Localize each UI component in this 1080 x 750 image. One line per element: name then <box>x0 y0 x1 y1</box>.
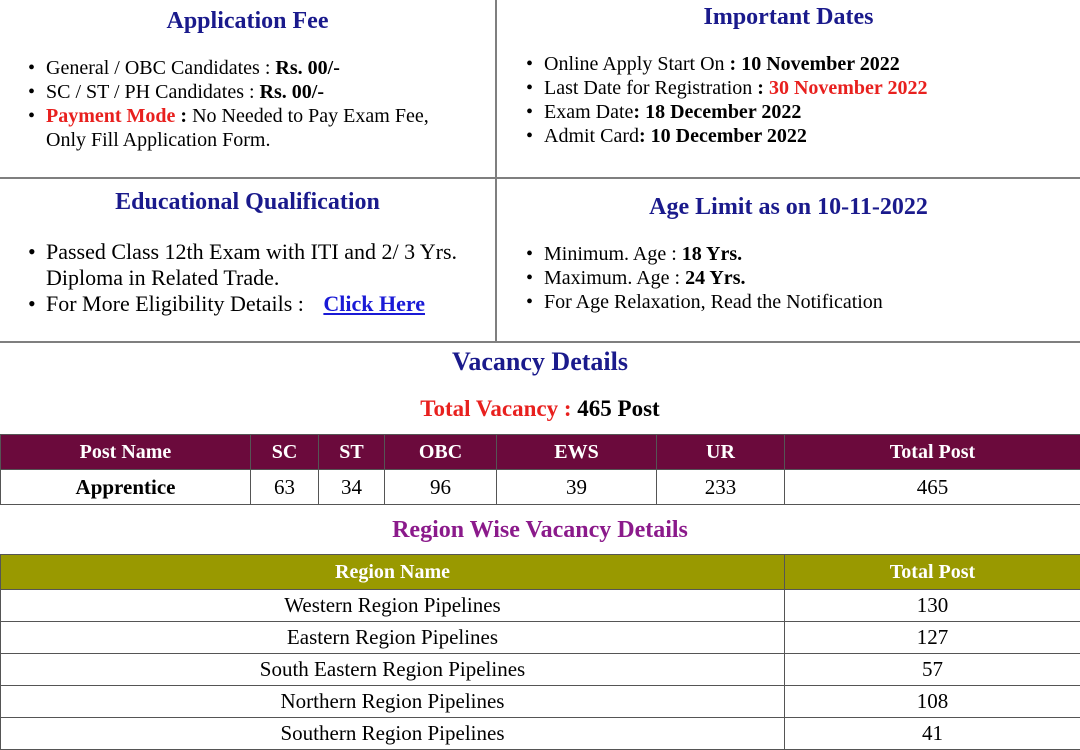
important-dates-list <box>524 52 1074 148</box>
date-sep: : <box>725 53 742 75</box>
col-region-total: Total Post <box>785 555 1080 590</box>
age-limit-title: Age Limit as on 10-11-2022 <box>497 194 1080 221</box>
region-table <box>0 554 1080 750</box>
age-label: Minimum. Age : <box>544 243 682 265</box>
ur-cell: 233 <box>657 470 785 505</box>
region-name-cell: Eastern Region Pipelines <box>1 622 785 654</box>
region-total-cell: 57 <box>785 654 1080 686</box>
age-limit-list <box>524 242 1074 314</box>
fee-label: SC / ST / PH Candidates : <box>46 81 260 103</box>
table-row <box>1 654 1080 686</box>
region-name-cell: Northern Region Pipelines <box>1 686 785 718</box>
qualification-text-1: Passed Class 12th Exam with ITI and 2/ 3 Yrs. <box>46 239 457 264</box>
col-total-post: Total Post <box>785 435 1080 470</box>
region-total-cell: 41 <box>785 718 1080 750</box>
age-item-relaxation <box>524 290 1074 314</box>
application-fee-title: Application Fee <box>0 8 495 35</box>
st-cell: 34 <box>319 470 385 505</box>
region-header-row <box>1 555 1080 590</box>
date-sep: : <box>639 125 651 147</box>
region-total-cell: 130 <box>785 590 1080 622</box>
table-row <box>1 686 1080 718</box>
col-sc: SC <box>251 435 319 470</box>
table-row <box>1 622 1080 654</box>
total-vacancy <box>0 396 1080 422</box>
date-label: Admit Card <box>544 125 639 147</box>
eligibility-item <box>26 291 492 317</box>
fee-item-payment <box>26 104 486 152</box>
eligibility-label: For More Eligibility Details : <box>46 291 304 316</box>
row-divider-1 <box>0 177 1080 179</box>
region-name-cell: South Eastern Region Pipelines <box>1 654 785 686</box>
region-name-cell: Western Region Pipelines <box>1 590 785 622</box>
sc-cell: 63 <box>251 470 319 505</box>
col-st: ST <box>319 435 385 470</box>
fee-label: General / OBC Candidates : <box>46 57 275 79</box>
col-post-name: Post Name <box>1 435 251 470</box>
vacancy-title: Vacancy Details <box>0 347 1080 377</box>
date-label: Exam Date <box>544 101 633 123</box>
table-row <box>1 470 1080 505</box>
qualification-list <box>26 239 492 317</box>
fee-value: Rs. 00/- <box>275 57 339 79</box>
date-value: 10 December 2022 <box>651 125 807 147</box>
col-obc: OBC <box>385 435 497 470</box>
vacancy-header-row <box>1 435 1080 470</box>
fee-item-general <box>26 56 486 80</box>
qualification-text-2: Diploma in Related Trade. <box>46 265 279 290</box>
col-ews: EWS <box>497 435 657 470</box>
age-note: For Age Relaxation, Read the Notification <box>544 291 883 313</box>
payment-text-1: No Needed to Pay Exam Fee, <box>192 105 429 127</box>
payment-text-2: Only Fill Application Form. <box>46 129 270 151</box>
fee-value: Rs. 00/- <box>260 81 324 103</box>
date-item-admit-card <box>524 124 1074 148</box>
total-vacancy-value: 465 Post <box>577 396 659 421</box>
payment-mode-label: Payment Mode <box>46 105 175 127</box>
date-value: 18 December 2022 <box>645 101 801 123</box>
age-item-maximum <box>524 266 1074 290</box>
region-name-cell: Southern Region Pipelines <box>1 718 785 750</box>
date-sep: : <box>752 77 769 99</box>
age-item-minimum <box>524 242 1074 266</box>
col-region-name: Region Name <box>1 555 785 590</box>
fee-item-sc <box>26 80 486 104</box>
region-title: Region Wise Vacancy Details <box>0 517 1080 544</box>
date-value: 10 November 2022 <box>741 53 900 75</box>
date-item-apply-start <box>524 52 1074 76</box>
row-divider-2 <box>0 341 1080 343</box>
qualification-title: Educational Qualification <box>0 189 495 216</box>
date-item-last-date <box>524 76 1074 100</box>
col-ur: UR <box>657 435 785 470</box>
click-here-link[interactable]: Click Here <box>323 291 425 316</box>
total-vacancy-label: Total Vacancy : <box>420 396 577 421</box>
obc-cell: 96 <box>385 470 497 505</box>
date-sep: : <box>633 101 645 123</box>
table-row <box>1 590 1080 622</box>
age-value: 18 Yrs. <box>682 243 742 265</box>
post-name-cell: Apprentice <box>1 470 251 505</box>
region-total-cell: 108 <box>785 686 1080 718</box>
table-row <box>1 718 1080 750</box>
qualification-item <box>26 239 492 291</box>
age-value: 24 Yrs. <box>685 267 745 289</box>
date-value: 30 November 2022 <box>769 77 928 99</box>
date-item-exam <box>524 100 1074 124</box>
payment-sep: : <box>175 105 192 127</box>
date-label: Online Apply Start On <box>544 53 725 75</box>
vacancy-table <box>0 434 1080 505</box>
date-label: Last Date for Registration <box>544 77 752 99</box>
region-total-cell: 127 <box>785 622 1080 654</box>
age-label: Maximum. Age : <box>544 267 685 289</box>
column-divider-top <box>495 0 497 342</box>
total-cell: 465 <box>785 470 1080 505</box>
important-dates-title: Important Dates <box>497 4 1080 31</box>
application-fee-list <box>26 56 486 152</box>
ews-cell: 39 <box>497 470 657 505</box>
